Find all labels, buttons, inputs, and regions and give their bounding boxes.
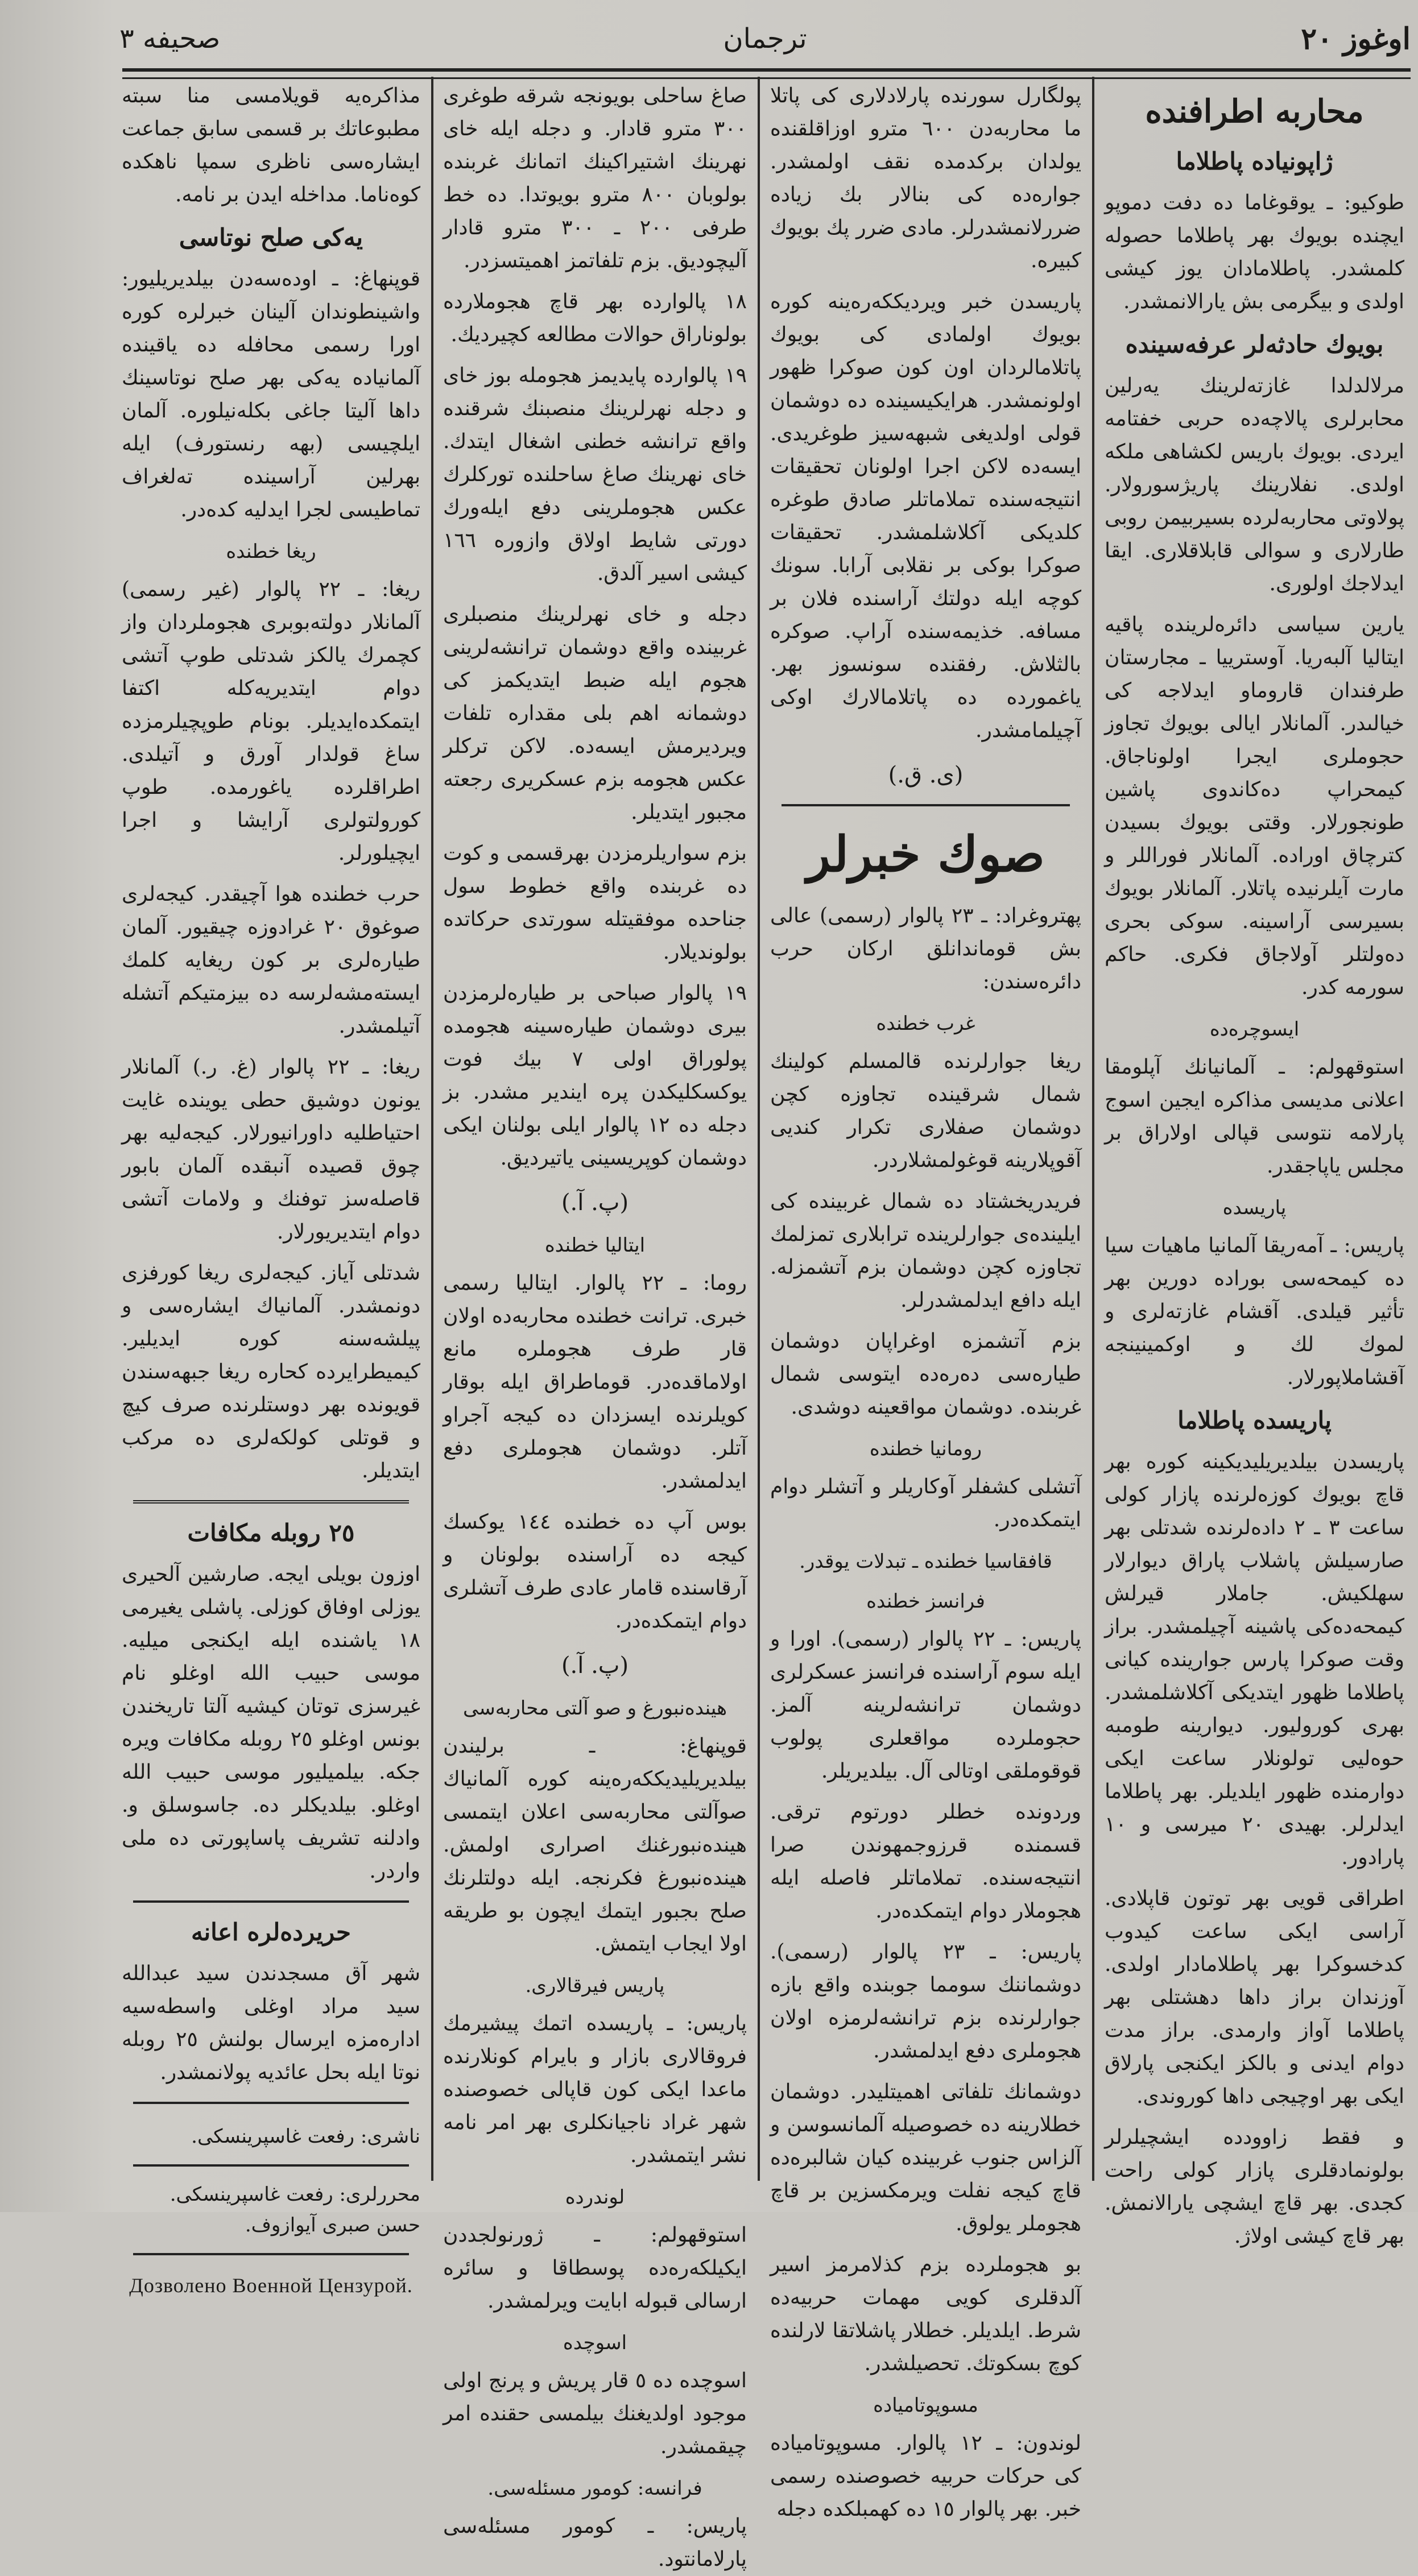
article-text: ١٩ پالوارده پايديمز هجومله بوز خاى و دجله نهرلرينك منصبنك شرقنده واقع ترانشه خطنى اشغال ايتدك. خاى نهرينك صاغ ساحلنده توركلرك عكس هجوملرينى دفع ايله‌ورك دورتى شايط اولاق وازوره ١٦٦ كيشى اسير آلدق. — [443, 364, 747, 585]
article-text: مرلالدلدا غازته‌لرينك يه‌رلين محابرلرى پالاچه‌ده حربى خفتامه ايردى. بويوك باريس لكشاهى ملكه اولدى. نفلارينك پاريژسورولار. پولاوتى محاربه‌لرده بسيربيمن روبى طارلارى و سوالى قابلاقلارى. ايقا ايدلاجك اولورى. — [1105, 374, 1404, 595]
imprint — [122, 2121, 420, 2240]
article-title: ژاپونياده پاطلاما — [1176, 147, 1333, 175]
article-text: ريغا: ـ ٢٢ پالوار (غير رسمى) آلمانلار دولته‌بوبرى هجوملردان واز كچمرك يالكز شدتلى طوپ آتشى دوام ايتديريه‌كله اكتفا ايتمكده‌ايديلر. بونام طوپچيلرمزده ساغ قولدار آورق و آتيلدى. اطراقلرده ياغورمده‌. طوپ كورولتولرى آرايشا و اجرا ايچيلورلر. — [122, 578, 420, 865]
page-number: صحيفه ٣ — [119, 23, 221, 55]
article-text: پاريس: ـ كومور مسئله‌سى پارلامانتود. — [443, 2515, 747, 2571]
article-title: ايتاليا خطنده — [544, 1234, 646, 1257]
late-news-title: صوك خبرلر — [807, 826, 1045, 883]
article-text: دجله و خاى نهرلرينك منصبلرى غربينده واقع دوشمان ترانشه‌لرينى هجوم ايله ضبط ايتديكمز كى دوشمانه اهم بلى مقداره تلفات ويرديرمش ايسه‌ده. لاكن تركلر عكس هجومه بزم عسكريرى رجعته مجبور ايتديلر. — [443, 603, 747, 824]
article-signature: (ى. ق.) — [888, 762, 964, 788]
article-text: لوندون: ـ ١٢ پالوار. مسوپوتاميا‌ده كى حركات حربيه خصوصنده رسمى خبر. بهر پالوار ١٥ ده كهمبلكده دجله — [770, 2432, 1081, 2521]
article-text: روما: ـ ٢٢ پالوار. ايتاليا رسمى خبرى. ترانت خطنده محاربه‌ده اولان قار طرف هجوملره مانع اولاماقده‌در. قوماطراق ايله بوقار كويلرنده ايسزدان ده كيجه آجراو آتلر. دوشمان هجوملرى دفع ايدلمشدر. — [443, 1272, 747, 1493]
article-title: ايسوچره‌ده — [1209, 1018, 1300, 1041]
divider — [133, 1500, 409, 1504]
article-signature: (پ. آ.) — [561, 1190, 629, 1216]
notice-title: حريرده‌لره اعانه — [191, 1918, 352, 1946]
imprint-name: رفعت غاسپرينسكى. — [191, 2125, 355, 2148]
article-text: ريغا جوارلرنده قالمسلم كولينك شمال شرقينده تجاوزه كچن دوشمان صفلارى تكرار كنديى آقوپلارينه قوغولمشلاردر. — [770, 1050, 1081, 1172]
article-text: طوكيو: ـ يوقوغاما ده دفت دموپو ايچنده بويوك بهر پاطلاما حصوله كلمشدر. پاطلامادان يوز كيشى اولدى و بيگرمى بش يارالانمشدر. — [1105, 191, 1404, 313]
imprint-name: رفعت غاسپرينسكى. — [170, 2183, 333, 2206]
newspaper-name: ترجمان — [723, 23, 807, 55]
article-text: پاريسدن بيلديريليديكينه كوره بهر قاچ بويوك كوزه‌لرنده پازار كولى ساعت ٣ ـ ٢ داده‌لرنده شدتلى بهر صارسيلش پاشلاب پاراق ديوارلار سهلكيش. جاملار قيرلش كيمحه‌ده‌كى پاشينه آچيلمشدر. براز وقت صوكرا پارس جوارينده كيانى پاطلاما ظهور ايتديكى آكلاشلمشدر. بهرى كوروليور. ديوارينه طومبه حوه‌ليى تولونلار ساعت ايكى دوارمنده ظهور ايلديلر. بهر پاطلاما ايدلرلر. بهيدى ٢٠ ميرسى و ١٠ پارادور. — [1105, 1450, 1405, 1869]
divider — [133, 2102, 409, 2104]
article-title: پاريس فيرقالارى. — [525, 1974, 665, 1997]
column-2 — [762, 80, 1089, 2521]
article-title: قافقاسيا خطنده ـ تبدلات يوقدر. — [799, 1550, 1052, 1573]
issue-date: اوغوز ٢٠ — [1301, 22, 1411, 56]
article-signature: (پ. آ.) — [561, 1653, 629, 1679]
column-1 — [1097, 80, 1412, 2248]
article-title: يه‌كى صلح نوتاسى — [179, 223, 363, 251]
article-text: حرب خطنده هوا آچيقدر. كيجه‌لرى صوغوق ٢٠ غرادوزه چيقيور. آلمان طياره‌لرى بر كون ريغايه كلمك ايسته‌مشه‌لرسه ده بيزمتيكم آتشله آتيلمشدر. — [122, 883, 420, 1038]
article-text: صاغ ساحلى بويونجه شرقه طوغرى ٣٠٠ مترو قادار. و دجله ايله خاى نهرينك اشتيراكينك اتمانك غربنده بولوبان ٨٠٠ مترو بويوتدا. ده خط طرفى ٢٠٠ ـ ٣٠٠ مترو قادار آليچوديق. بزم تلفاتمز اهميتسزدر. — [443, 84, 747, 272]
article-text: يارين سياسى دائره‌لرينده پاقيه ايتاليا آلبه‌ريا. آوسترييا ـ مجارستان طرفندان قاروماو ايدلاجه‌ كى خيالىدر. آلمانلار ايالى بويوك تجاوز حجوملرى ايجرا اولوناجاق. كيمحراپ ده‌كاندوى پاشين طونجورلار. وقتى بويوك بسيدن كترچاق اوراده. آلمانلار فوراللر و مارت آيلرنيده پاتلار. آلمانلار بويوك بسيرسى آراسينه. سوكى بحرى ده‌ولتلر آولاجاق فكرى. حاكم سورمه كدر. — [1105, 613, 1404, 999]
article-text: استوقهولم: ـ ژورنولجددن ايكيلكه‌ره‌ده پوسطاقا و سائره ارسالى قبوله ابايت ويرلمشدر. — [443, 2223, 747, 2313]
article-title: پاريسده — [1222, 1196, 1287, 1219]
article-title: رومانيا خطنده — [869, 1438, 982, 1460]
advert-title: ٢٥ روبله مكافات — [187, 1519, 355, 1547]
page-header — [119, 11, 1411, 68]
article-text: و فقط زاوودده ايشچيلرلر بولونمادقلرى پازار كولى راحت كجدى. بهر قاچ ايشچى يارالانمش. بهر قاچ كيشى اولاژ. — [1105, 2126, 1404, 2248]
column-4 — [114, 80, 428, 2297]
imprint-publisher — [122, 2121, 420, 2152]
article-title: بويوك حادثه‌لر عرفه‌سينده — [1125, 330, 1384, 358]
article-text: مذاكره‌يه قويلامسى منا سبته مطبوعاتك بر قسمى سابق جماعت ايشاره‌سى ناظرى سمپا ناهكده كوه‌ناما. مداخله ايدن بر نامه. — [122, 84, 420, 206]
article-text: قوپنهاغ: ـ برليندن بيلديريليديككه‌ره‌ينه كوره آلمانياك صوآلتى محاربه‌سى اعلان ايتمسى هينده‌نبورغنك اصرارى اولمش. هينده‌نبورغ فكرنجه. ايله دولتلرنك صلح بجبور ايتمك ايچون بو طريقه اولا ايجاب ايتمش. — [443, 1734, 747, 1956]
imprint-label: محررلرى: — [339, 2183, 420, 2206]
article-title: مسوپوتاميا‌ده — [873, 2394, 978, 2417]
article-text: بزم آتشمزه اوغراپان دوشمان طياره‌سى ده‌ره‌ده ايتوسى شمال غربنده. دوشمان مواقعينه دوشدى. — [770, 1330, 1081, 1419]
column-3 — [435, 80, 755, 2571]
article-title: فرانسز خطنده — [866, 1590, 985, 1613]
article-text: پاريس: ـ ٢٢ پالوار (رسمى). اورا و ايله سوم آراسنده فرانسز عسكرلرى دوشمان ترانشه‌لرينه آلمز. حجوملرده مواقعلرى پولوب قوقوملقى اوتالى آل. بيلديريلر. — [770, 1627, 1081, 1783]
section-title: محاربه اطرافنده — [1145, 93, 1364, 130]
imprint-name: حسن صبرى آيوازوف. — [245, 2214, 420, 2237]
divider — [782, 804, 1070, 806]
article-text: آتشلى كشفلر آوكاريلر و آتشلر دوام ايتمكده‌در. — [770, 1475, 1081, 1531]
article-text: فريدريخشتاد ده شمال غربينده كى ايلينده‌ى جوارلرينده ترابلارى تمزلمك تجاوزه كچن دوشمان بزم آتشمزله. ايله دافع ايدلمشدرلر. — [770, 1190, 1081, 1312]
article-title: فرانسه: كومور مسئله‌سى. — [487, 2477, 702, 2500]
notice-text: شهر آق مسجدندن سيد عبدالله سيد مراد اوغلى واسطه‌سيه اداره‌مزه ايرسال بولنش ٢٥ روبله نوتا ايله بحل عائديه پولانمشدر. — [122, 1962, 421, 2084]
article-title: هينده‌نبورغ و صو آلتى محاربه‌سى — [462, 1697, 727, 1720]
article-text: پاريس: ـ پاريسده اتمك پيشيرمك فروقالارى بازار و بايرام كونلارنده ماعدا ايكى كون قاپالى خصوصنده شهر غراد ناجيانكلرى بهر امر نامه نشر ايتمشدر. — [443, 2012, 747, 2167]
header-rule — [122, 68, 1411, 79]
article-text: پهتروغراد: ـ ٢٣ پالوار (رسمى) عالى بش قوماندانلق اركان حرب دائره‌سندن: — [770, 904, 1082, 993]
article-text: بوس آپ ده خطنده ١٤٤ يوكسك كيجه ده آراسنده بولونان و آرقاسنده قامار عادى طرف آتشلرى دوام ايتمكده‌در. — [443, 1510, 747, 1633]
article-title: غرب خطنده — [876, 1012, 975, 1035]
imprint-editors — [122, 2179, 420, 2210]
article-text: قوپنهاغ: ـ اوده‌سه‌دن بيلديريليور: واشينطوندان آلينان خبرلره كوره اورا رسمى محافله ده ياقينده آلمانياده يه‌كى بهر صلح نوتاسينك داها آليتا جاغى بكله‌نيلوره. آلمان ايلچيسى (بهه رنستورف) ايله بهرلين آراسينده ته‌لغراف تماطيسى لجرا ايدليه كده‌در. — [122, 267, 420, 521]
divider — [133, 2253, 409, 2255]
advert-text: اوزون بويلى ايجه. صارشين آلحيرى يوزلى اوفاق كوزلى. پاشلى يغيرمى ١٨ ياشنده ايله ايكنجى ميليه. موسى حبيب الله اوغلو نام غيرسزى توتان كيشيه آلتا تاريخندن بونس اوغلو ٢٥ روبله مكافات ويره جكه. بيلميليور موسى حبيب الله اوغلو. بيلديكلر ده. جاسوسلق و. وادلنه تشريف پاساپورتى ده ملى واردر. — [122, 1563, 421, 1883]
article-text: پاريس: ـ آمه‌ريقا آلمانيا ماهيات سيا ده كيمحه‌سى بوراده دورين بهر تأثير قيلدى. آقشام غازته‌لرى و لموك لك و اوكمينينجه آقشاملاپورلار. — [1105, 1234, 1404, 1389]
imprint-label: ناشرى: — [360, 2125, 420, 2148]
divider — [133, 1900, 409, 1903]
article-text: بزم سواريلرمزدن بهرقسمى و كوت ده غربنده واقع خطوط سول جناحده موفقيتله سورتدى حركاتده بولونديلار. — [443, 842, 747, 964]
column-divider — [1092, 77, 1094, 2181]
article-title: اسوچده — [563, 2331, 627, 2354]
article-text: پولگارل سورنده پارلادلارى كى پاتلا ما محاربه‌دن ٦٠٠ مترو اوزاقلقنده يولدان بركدمده نقف اولمشدر. جواره‌ده كى بنالار بك زياده ضررلانمشدرلر. مادى ضرر پك بويوك كبيره. — [770, 84, 1081, 272]
article-title: ريغا خطنده — [226, 540, 316, 563]
censor-note: Дозволено Военной Цензурой. — [129, 2274, 413, 2297]
article-text: استوقهولم: ـ آلمانيانك آپلومقا اعلانى مديسى مذاكره ايجين اسوج پارلامه نتوسى قپالى اولاراق بر مجلس ياپاجقدر. — [1105, 1055, 1404, 1178]
article-text: بو هجوملرده بزم كذلامرمز اسير آلدقلرى كويى مهمات حربيه‌ده شرط. ايلديلر. خطلار پاشلاتقا لارلنده كوچ بسكوتك. تحصيلشدر. — [770, 2253, 1081, 2375]
article-title: لوندرده — [565, 2186, 625, 2209]
article-title: پاريسده پاطلاما — [1177, 1406, 1332, 1434]
article-text: شدتلى آياز. كيجه‌لرى ريغا كورفزى دونمشدر. آلمانياك ايشاره‌سى و پيلشه‌سنه كوره ايديلير. كيميطرايرده كحاره ريغا جبهه‌سندن قويونده بهر دوستلرنده صرف كيچ و قوتلى كولكه‌لرى ده مركب ايتديلر. — [122, 1261, 420, 1482]
article-text: اطراقى قويى بهر توتون قاپلادى. آراسى ايكى ساعت كيدوب كدخسوكرا بهر پاطلامادار اولدى. آوزندان براز داها دهشتلى بهر پاطلاما آواز وارمدى. براز مدت دوام ايدنى و بالكز ايكنجى پارلاق ايكى بهر اوچيجى داها كوروندى. — [1105, 1887, 1404, 2108]
article-text: ١٩ پالوار صباحى بر طياره‌لرمزدن بيرى دوشمان طياره‌سينه هجومده پولوراق اولى ٧ بيك فوت يوكسكليكدن پره ايندير مشدر. بز دجله ده ١٢ پالوار ايلى بولنان ايكى دوشمان كوپريسينى ياتيرديق. — [443, 981, 747, 1170]
article-text: پاريسدن خبر ويرديككه‌ره‌ينه كوره بويوك اولمادى كى بويوك پاتلامالردان اون كون صوكرا ظهور اولونمشدر. هرايكيسينده ده دوشمان قولى اولديغى شبهه‌سيز طوغريدى. ايسه‌ده لاكن اجرا اولونان تحقيقات انتيجه‌سنده تملاماتلر صادق طوغره كلديكى آكلاشلمشدر. تحقيقات صوكرا بوكى بر نقلابى آرابا. سونك كوچه ايله دولتك آراسنده فلان بر مسافه. خذيمه‌سنده آراپ. صوكره بالثلاش. رفقنده سونسوز بهر. ياغمورده ده پاتلامالارك اوكى آچيلمامشدر. — [770, 290, 1081, 742]
article-text: اسوچده ده ٥ قار پريش و پرنج اولى موجود اولديغنك بيلمسى حقنده امر چيقمشدر. — [443, 2369, 747, 2458]
column-divider — [431, 77, 433, 2181]
article-text: ريغا: ـ ٢٢ پالوار (غ. ر.) آلمانلار يونون دوشيق حطى يوينده غايت احتياطليه داورانيورلار. كيجه‌ليه بهر چوق قصيده آنبقده آلمان بابور قاصله‌سز توفنك و ولامات آتشى دوام ايتديريورلار. — [122, 1055, 420, 1244]
article-text: وردونده خطلر دورتوم ترقى. قسمنده قرزوجمهوندن صرا انتيجه‌سنده. تملاماتلر فاصله ايله هجوملار دوام ايتمكده‌در. — [770, 1800, 1081, 1923]
article-text: ١٨ پالوارده بهر قاچ هجوملارده بولوناراق حوالات مطالعه كچيرديك. — [443, 290, 747, 346]
article-text: پاريس: ـ ٢٣ پالوار (رسمى). دوشماننك سومما جوبنده واقع بازه جوارلرنده بزم ترانشه‌لرمزه اولان هجوملرى دفع ايدلمشدر. — [770, 1940, 1081, 2063]
column-divider — [758, 77, 760, 2181]
article-text: دوشمانك تلفاتى اهميتليدر. دوشمان خطلارينه ده خصوصيله آلمانسوسن و آلزاس جنوب غربينده كيان شالبره‌ده قاچ كيجه نفلت ويرمكسزين بر قاچ هجوملر يولوق. — [770, 2080, 1081, 2235]
divider — [133, 2164, 409, 2167]
